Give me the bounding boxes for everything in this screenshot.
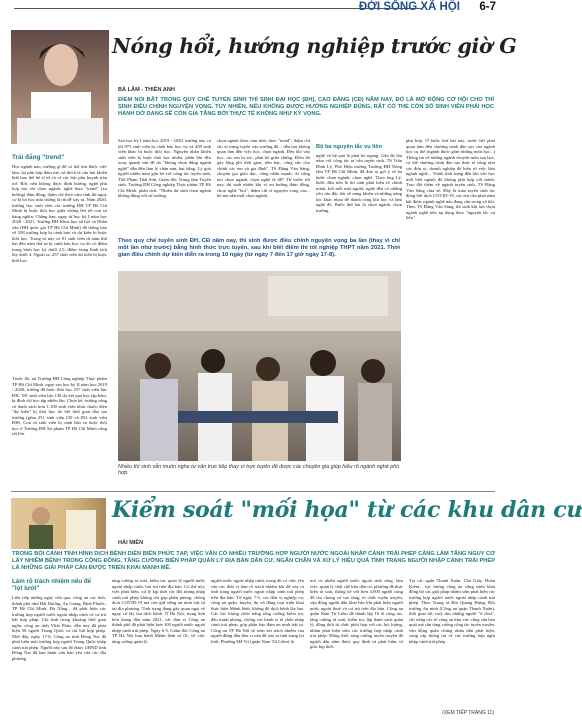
article1-col5a <box>316 138 402 233</box>
article2-col1: Liên tiếp những ngày vừa qua, công an các tỉnh, thành phố như Hải Dương, An Giang, Bình Phước, TP Hồ Chí Minh, Đà Nẵng... đã phát hiện các trường hợp người nước ngoài nhập cảnh và cư trú bất hợp pháp. Chỉ tính trong khoảng thời gian ngắn, công an tỉnh Vĩnh Phúc, đến nay đã phát hiện 58 người Trung Quốc cư trú bất hợp pháp. Mới đây, ngày 17-6, Công an tỉnh Đồng Nai đã phát hiện một trường hợp người Trung Quốc nhập cảnh trái phép. Người này sau đó được UBND tỉnh Đồng Nai đã ban hành văn bản yêu cầu các địa phương <box>12 595 106 661</box>
article1-subhead2: Bộ ba nguyện tắc vụ liên <box>316 144 382 150</box>
article2-continued: (XEM TIẾP TRANG 11) <box>442 710 494 716</box>
masthead-section: ĐỜI SỐNG XÃ HỘI <box>358 1 460 13</box>
article1-side-photo <box>11 30 109 144</box>
article1-caption: Nhiều thí sinh vẫn muốn nghe tư vấn trực tiếp thay vì trực tuyến để được các chuyên gia giúp hiểu rõ ngành nghề phù hợp. <box>118 464 400 477</box>
section-divider <box>11 491 495 492</box>
article1-main-photo <box>118 271 401 461</box>
article2-side-photo <box>11 498 106 549</box>
article1-col1: Học ngành nào, trường gì để có thể tìm được việc làm, lại phù hợp đam mê, sở thích là câu hỏi khiến biết bao thế hệ sĩ tử và cả các bậc phụ huynh trăn trở. Bởi, nếu không được định hướng, nghề phù hợp mà chỉ chọn ngành, nghề theo "trend" (xu hướng) đám đông, thậm chí theo cảm tính thì nguy cơ bị bỏ học nửa chừng là rất dễ xảy ra. Năm 2020, trường học sinh viên các trường ĐH TP Hồ Chí Minh bị buộc thôi học giữa chừng lên tới con số hàng nghìn. Chẳng hạn, ngay từ học kỳ I năm học 2020 - 2021, Trường ĐH Khoa học xã hội và Nhân văn (ĐH quốc gia TP Hồ Chí Minh) đã thông báo về 358 trường hợp bị cảnh báo và dự kiến bị buộc thôi học. Trong số này có 91 sinh viên từ năm thứ hai đến năm thứ tư bị cảnh báo học vụ do có điểm trung bình học kỳ dưới 2,5; điểm trung bình tích lũy dưới 4. Ngoài ra, 257 sinh viên dự kiến bị buộc thôi học. <box>12 164 107 263</box>
consultation-crowd-icon <box>118 271 401 461</box>
masthead-pages: 6-7 <box>479 1 496 13</box>
article1-subhead1: Trái đắng "trend" <box>12 154 65 161</box>
article2-col2: tăng cường rà soát, kiểm tra, quản lý người nước ngoài nhập cảnh, lưu trú trên địa bàn. Có thể nói, việc phát hiện, xử lý kịp thời các đối tượng nhập cảnh trái phép không chỉ góp phần phòng, chống dịch COVID-19 mà còn giữ vững an ninh trật tự tại địa phương. Tình trạng đang gây quan ngại về nguy cơ lây lan dịch bệnh. Ở Hà Nội, trong hơn bốn tháng đầu năm 2021, các đơn vị Công an thành phố đã phát hiện hơn 100 người nước ngoài nhập cảnh trái phép. Ngày 6-5, Giám đốc Công an TP Hà Nội ban hành Mệnh lệnh số 01, về việc tăng cường quản lý <box>112 578 205 644</box>
article1-col3: Sau học kỳ I năm học 2019 - 2020, trường này có tới 975 sinh viên bị cảnh báo học vụ và 458 sinh viên khác bị buộc thôi học. Nguyên nhân khiến sinh viên bị buộc thôi học nhiều, phần lớn đều xoay quanh vấn đề do "không chọn đúng ngành nghề" dẫn đến làm lý chán nản, hụt hẫng. Lý giải người nhiều năm gắn bó với công tác tuyển sinh, ThS Phạm Thái Sơn, Giám đốc Trung tâm Tuyển sinh, Trường ĐH Công nghiệp Thực phẩm TP Hồ Chí Minh, phân tích: "Nhiều thí sinh chọn ngành không đúng với sở trường. <box>118 138 211 198</box>
article2-col3: người nước ngoài nhập cảnh, trong đó có việc yêu cầu các đơn vị làm rõ trách nhiệm khi để xảy ra tình trạng người nước ngoài nhập cảnh trái phép trên địa bàn. Từ ngày 7-5, các đơn vị nghiệp vụ, công an quận, huyện, thị xã đồng loạt triển khai thực hiện Mệnh lệnh, không để dịch bệnh lây lan. Các lực lượng chức năng tăng cường kiểm tra, đấu tranh phòng, chống các hành vi tổ chức nhập cảnh trái phép, góp phần bảo đảm an ninh trật tự. Công an TP Hà Nội sẽ xem xét trách nhiệm của người đứng đầu đơn vị nếu để xảy ra tình trạng lọt lưới. Phường Mễ Trì (quận Nam Từ Liêm) là <box>211 578 304 644</box>
article1-col4: chọn ngành theo cảm tính, theo "trend", thậm chí chỉ vì trúng tuyển vào trường đó... dẫu mà không quan tâm đến việc học, chọn ngành. Đến khi vào học, các em bị sốc, phải bỏ giữa chừng. Điều đó gây lãng phí thời gian, tiền bạc, công sức cho chính các em và gia đình". TS Đặng Văn Sáng, chuyên gia giáo dục, cũng nhấn mạnh: Ai cũng nói chọn ngành, chọn nghề là dễ? Từ trước tới nay, thí sinh nhiều khi vì xu hướng đám đông, chọn nghề "hot", thậm chí vì nguyện vọng của... bố mẹ nên mới chọn ngành, <box>217 138 310 198</box>
article2-subhead: Làm rõ trách nhiệm nếu để "lọt lưới" <box>12 578 92 593</box>
article2-headline: Kiểm soát "mối họa" từ các khu dân cư <box>112 497 582 523</box>
article1-callout: Theo quy chế tuyển sinh ĐH, CĐ năm nay, thí sinh được điều chỉnh nguyện vọng ba lần (thay vì chỉ một lần như trước) bằng hình thức trực tuyến, sau khi biết điểm thi tốt nghiệp THPT năm 2021. Thời gian điều chỉnh dự kiến diễn ra trong 10 ngày (từ ngày 7 đến 17 giờ ngày 17-8). <box>118 238 400 258</box>
article2-col5: Tại các quận Thanh Xuân, Cầu Giấy, Hoàn Kiếm... lực lượng công an cũng triển khai đồng bộ các giải pháp nhằm sớm phát hiện các trường hợp người nước ngoài nhập cảnh trái phép. Theo Trung tá Bùi Quang Hưng, Đội trưởng An ninh (Công an quận Thanh Xuân), thời gian tới, trưy tìm những người "ở chui", chỉ riêng các tổ công an khu vực cũng cần bảo quát mà cần tăng cường công tác tuyên truyền, vận động quần chúng nhân dân phát hiện, cung cấp thông tin về các trường hợp nghi nhập cảnh trái phép. <box>409 578 495 644</box>
officer-icon <box>11 498 106 549</box>
article1-byline: BÀ LÂM - THIÊN ANH <box>118 87 175 93</box>
article2-col4: nơi có nhiều người nước ngoài sinh sống, làm việc, quản lý chặt chẽ khu dân cư, phường đã thực hiện rà soát, thống kê với hơn 4.000 người cùng 48 tòa chung cư cao tầng, tổ chức tuyên truyền, vận động người dân khai báo khi phát hiện người nước ngoài thuê và cư trú trên địa bàn. Công an quận Nam Từ Liêm đã thành lập 10 tổ công tác, tăng cường rà soát, kiểm tra, lập danh sách quản lý, đồng thời tổ chức phối hợp với các lực lượng, nhằm phát hiện sớm các trường hợp nhập cảnh trái phép. Đồng thời, tăng cường tuyên truyền để người dân nắm được quy định và phát hiện, tố giác kịp thời. <box>310 578 403 649</box>
article1-col6: phù hợp. Ở bước thứ hai này, trước hết phải quan tâm đến chương trình đào tạo của ngành học cụ thể (ngành được gồm những môn học...) Thông tin về những ngành chuyên môn sau học, có thể chương trình đào tạo thực tế cũng như các đơn vị, doanh nghiệp để hiểu rõ việc làm ngành nghề... Tránh tình trạng đến khi vào học mới biết ngành đó không phù hợp với mình. Trao đổi thêm về ngành tuyển sinh, TS Đặng Văn Sáng chia sẻ: Đây là mùa tuyển sinh tác động bởi dịch COVID-19, các em cần phải nắm bắt được ngành nghề nào đang cần trong xã hội. Theo TS Đặng Văn Sáng, thí sinh khi lựa chọn ngành nghề nên áp dụng theo "nguyện tắc vụ liên". <box>406 138 495 220</box>
article1-lead: ĐIỂM NỔI BẬT TRONG QUY CHẾ TUYỂN SINH THÌ SINH ĐẠI HỌC (ĐH), CAO ĐẲNG (CĐ) NĂM NAY, ĐÓ LÀ MỞ RỘNG CƠ HỘI CHO THÍ SINH ĐIỀU CHỈNH NGUYỆN VỌNG. TUY NHIÊN, NẾU KHÔNG ĐƯỢC HƯỚNG NGHIỆP ĐÚNG, RẤT CÓ THỂ CÒN SỐ SINH VIÊN PHẢI HỌC HÀNH DỞ DANG SẼ CÒN GIA TĂNG BỞI THỰC TẾ KHÔNG NHƯ KỲ VỌNG. <box>118 97 494 117</box>
article2-lead: TRONG BỐI CẢNH TÌNH HÌNH DỊCH BỆNH DIỄN BIẾN PHỨC TẠP, VIỆC VẪN CÓ NHIỀU TRƯỜNG HỢP NGƯỜI NƯỚC NGOÀI NHẬP CẢNH TRÁI PHÉP CÀNG LÀM TĂNG NGUY CƠ LÂY NHIỄM BỆNH TRONG CỘNG ĐỒNG. TĂNG CƯỜNG BIỆN PHÁP QUẢN LÝ ĐỊA BÀN DÂN CƯ, NGĂN CHẶN VÀ XỬ LÝ HIỆU QUẢ TÌNH TRẠNG NGƯỜI NHẬP CẢNH TRÁI PHÉP LÀ NHỮNG GIẢI PHÁP CẦN ĐƯỢC TRIỂN KHAI MẠNH MẼ. <box>12 551 495 571</box>
student-silhouette-icon <box>11 30 109 144</box>
article1-headline: Nóng hổi, hướng nghiệp trước giờ G <box>112 34 517 58</box>
article2-byline: HẢI MIÊN <box>118 540 144 546</box>
article1-col2: Trước đó, tại Trường ĐH Công nghiệp Thực phẩm TP Hồ Chí Minh, ngay sau học kỳ II năm học 2019 - 2020, trường đã buộc thôi học 257 sinh viên bậc ĐH, 181 sinh viên bậc CĐ do kết quả học tập kém, bị đình chỉ học tập nhiều lần. Chưa kể, trường cũng có danh sách hơn 1.100 sinh viên khác thuộc diện "dự kiến" bị thôi học do hết thời gian đào tạo trường (gồm 251 sinh viên CĐ và 852 sinh viên ĐH). Con số sinh viên bị cảnh báo và buộc thôi học ở Trường ĐH Sư phạm TP Hồ Chí Minh cũng rất lớn. <box>12 376 107 436</box>
article1-col5: nghề và hệ quả là phải bỏ ngang. Gần đó lâu năm với công tác tư vấn tuyển sinh, TS Trần Đình Lý, Phó Hiệu trưởng Trường ĐH Nông lâm TP Hồ Chí Minh, đã đưa ra gợi ý về ba bước chọn ngành, chọn nghề. Theo ông Lý, bước đầu tiên là thí sinh phải hiểu rõ chính mình, bởi mỗi một người, nghề đều có những yêu cầu đặc thù về năng khiếu và những năng lực khác nhau để thành công khi học và làm nghề đó. Bước thứ hai là chọn ngành, chọn trường. <box>316 152 402 213</box>
